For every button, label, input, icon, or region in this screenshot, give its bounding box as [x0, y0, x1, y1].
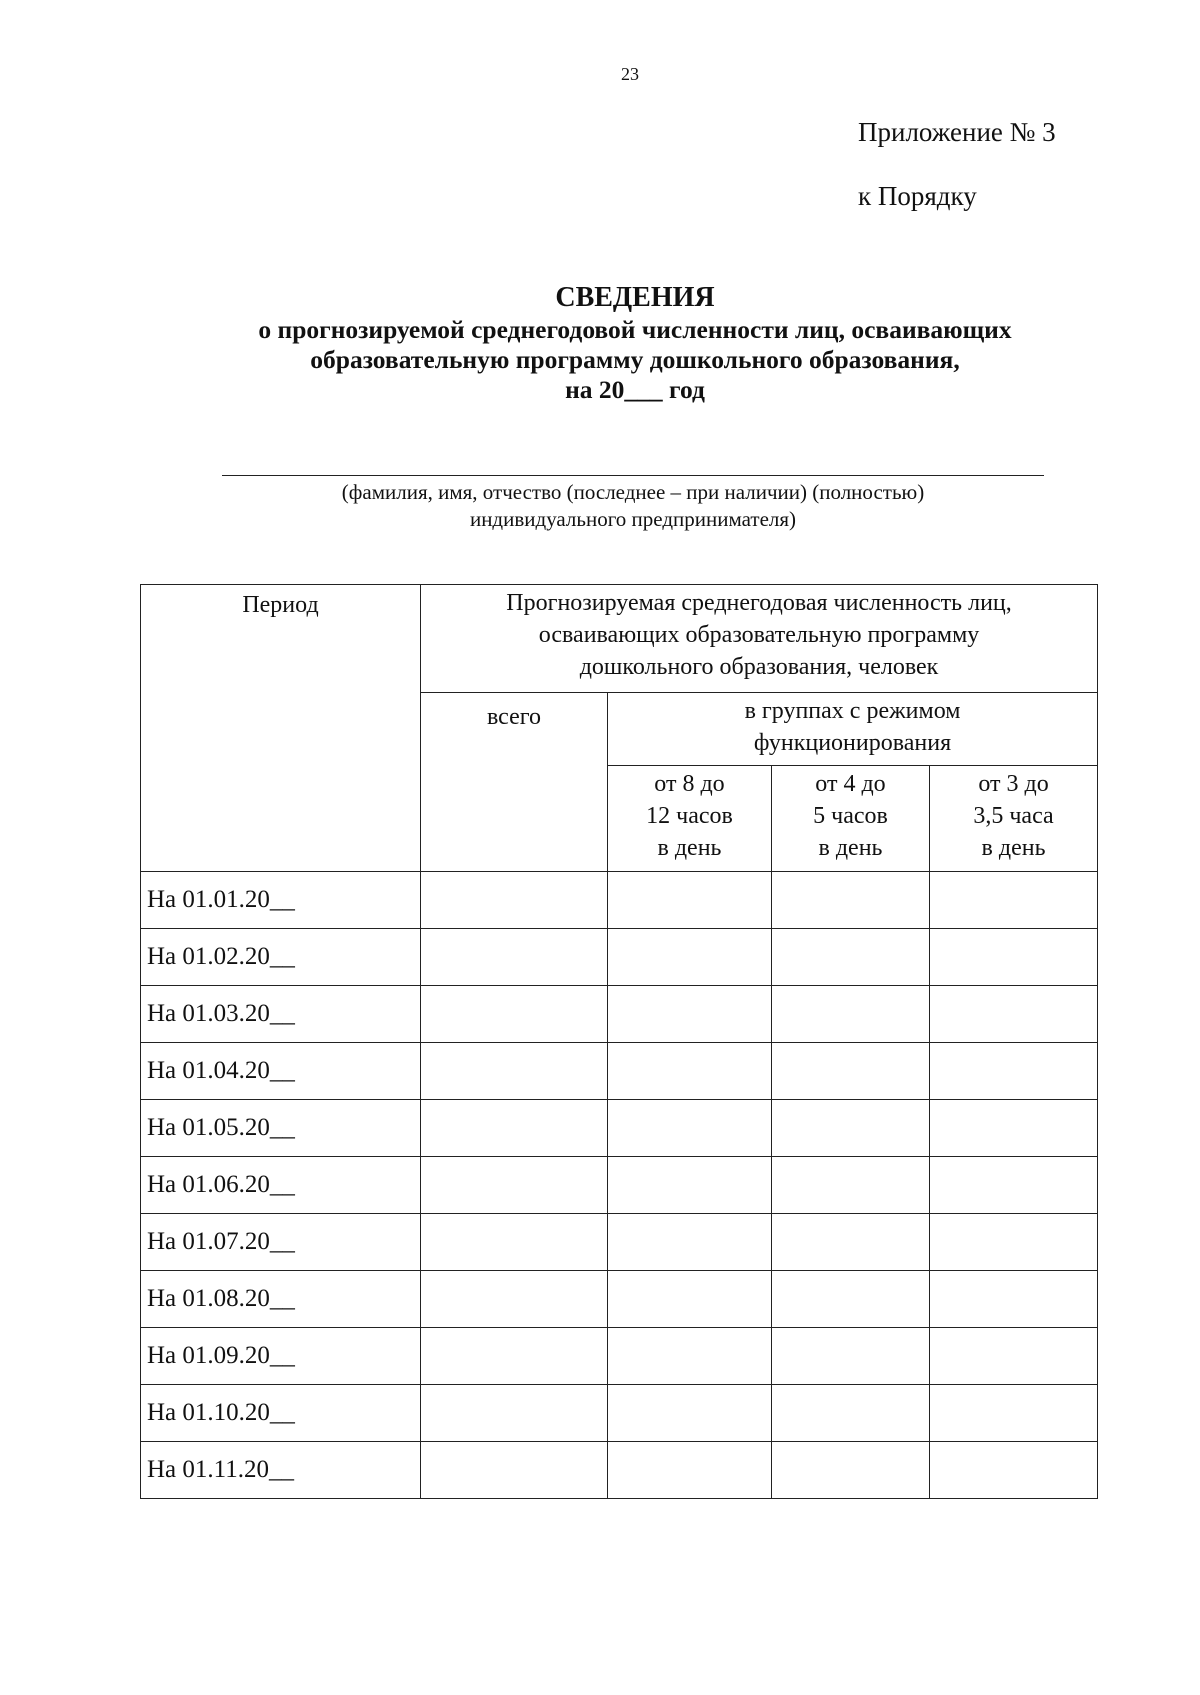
- header-mode-4-5-line-3: в день: [818, 835, 883, 861]
- cell-mode-8-12[interactable]: [608, 1100, 772, 1157]
- cell-mode-4-5[interactable]: [772, 872, 930, 929]
- row-period: На 01.07.20__: [141, 1214, 421, 1271]
- cell-mode-4-5[interactable]: [772, 929, 930, 986]
- cell-mode-3-35[interactable]: [930, 929, 1098, 986]
- header-mode-3-35-line-1: от 3 до: [978, 771, 1049, 797]
- table-row: [141, 929, 1098, 986]
- cell-mode-3-35[interactable]: [930, 1385, 1098, 1442]
- row-period: На 01.03.20__: [141, 986, 421, 1043]
- row-period: На 01.02.20__: [141, 929, 421, 986]
- cell-mode-8-12[interactable]: [608, 1442, 772, 1499]
- page-number: 23: [621, 64, 639, 84]
- name-caption-line-2: индивидуального предпринимателя): [469, 507, 797, 531]
- header-mode-8-12: [608, 766, 772, 872]
- cell-total[interactable]: [421, 872, 608, 929]
- row-period: На 01.05.20__: [141, 1100, 421, 1157]
- appendix-reference: к Порядку: [858, 181, 977, 211]
- forecast-table: [140, 584, 1098, 1499]
- cell-total[interactable]: [421, 1100, 608, 1157]
- cell-total[interactable]: [421, 1157, 608, 1214]
- header-forecast-line-2: осваивающих образовательную программу: [538, 622, 980, 648]
- table-row: [141, 1157, 1098, 1214]
- title-line-3: на 20___ год: [565, 375, 705, 404]
- header-mode-8-12-line-3: в день: [657, 835, 722, 861]
- table-row: [141, 1043, 1098, 1100]
- header-groups: [608, 693, 1098, 766]
- cell-total[interactable]: [421, 1442, 608, 1499]
- cell-total[interactable]: [421, 1271, 608, 1328]
- cell-mode-3-35[interactable]: [930, 986, 1098, 1043]
- header-mode-8-12-line-2: 12 часов: [646, 803, 733, 829]
- appendix-label: Приложение № 3: [858, 117, 1056, 147]
- row-period: На 01.01.20__: [141, 872, 421, 929]
- title-line-2: образовательную программу дошкольного образования,: [310, 345, 960, 374]
- header-mode-4-5: [772, 766, 930, 872]
- table-row: [141, 1442, 1098, 1499]
- cell-mode-4-5[interactable]: [772, 1214, 930, 1271]
- header-forecast-line-1: Прогнозируемая среднегодовая численность лиц,: [506, 590, 1012, 616]
- header-forecast-line-3: дошкольного образования, человек: [579, 654, 939, 680]
- name-caption-line-1: (фамилия, имя, отчество (последнее – при наличии) (полностью): [341, 480, 925, 504]
- cell-mode-4-5[interactable]: [772, 1385, 930, 1442]
- cell-total[interactable]: [421, 1385, 608, 1442]
- name-caption: [222, 479, 1044, 533]
- cell-mode-8-12[interactable]: [608, 1157, 772, 1214]
- header-period: Период: [141, 585, 421, 872]
- cell-mode-3-35[interactable]: [930, 1100, 1098, 1157]
- header-mode-8-12-line-1: от 8 до: [654, 771, 725, 797]
- table-row: [141, 1214, 1098, 1271]
- row-period: На 01.10.20__: [141, 1385, 421, 1442]
- cell-mode-3-35[interactable]: [930, 1043, 1098, 1100]
- cell-total[interactable]: [421, 929, 608, 986]
- cell-mode-3-35[interactable]: [930, 1157, 1098, 1214]
- table-row: [141, 1328, 1098, 1385]
- table-row: [141, 1385, 1098, 1442]
- cell-mode-3-35[interactable]: [930, 1328, 1098, 1385]
- cell-mode-8-12[interactable]: [608, 929, 772, 986]
- name-fill-line[interactable]: [222, 475, 1044, 476]
- title-main: СВЕДЕНИЯ: [555, 282, 715, 313]
- cell-mode-4-5[interactable]: [772, 986, 930, 1043]
- table-row: [141, 1271, 1098, 1328]
- cell-mode-8-12[interactable]: [608, 1271, 772, 1328]
- cell-mode-3-35[interactable]: [930, 1442, 1098, 1499]
- cell-mode-3-35[interactable]: [930, 872, 1098, 929]
- cell-mode-3-35[interactable]: [930, 1214, 1098, 1271]
- table-row: [141, 872, 1098, 929]
- header-forecast: [421, 585, 1098, 693]
- title-line-1: о прогнозируемой среднегодовой численности лиц, осваивающих: [258, 315, 1012, 344]
- cell-mode-8-12[interactable]: [608, 872, 772, 929]
- cell-mode-3-35[interactable]: [930, 1271, 1098, 1328]
- cell-mode-4-5[interactable]: [772, 1043, 930, 1100]
- table-row: [141, 1100, 1098, 1157]
- header-groups-line-2: функционирования: [753, 730, 952, 756]
- cell-mode-8-12[interactable]: [608, 986, 772, 1043]
- cell-mode-4-5[interactable]: [772, 1442, 930, 1499]
- header-mode-3-35: [930, 766, 1098, 872]
- cell-total[interactable]: [421, 1328, 608, 1385]
- cell-mode-8-12[interactable]: [608, 1214, 772, 1271]
- row-period: На 01.09.20__: [141, 1328, 421, 1385]
- cell-mode-4-5[interactable]: [772, 1100, 930, 1157]
- cell-total[interactable]: [421, 1043, 608, 1100]
- table-row: [141, 986, 1098, 1043]
- header-mode-3-35-line-3: в день: [981, 835, 1046, 861]
- row-period: На 01.04.20__: [141, 1043, 421, 1100]
- cell-mode-4-5[interactable]: [772, 1328, 930, 1385]
- header-mode-4-5-line-1: от 4 до: [815, 771, 886, 797]
- cell-mode-8-12[interactable]: [608, 1043, 772, 1100]
- header-mode-4-5-line-2: 5 часов: [813, 803, 888, 829]
- cell-mode-4-5[interactable]: [772, 1157, 930, 1214]
- cell-total[interactable]: [421, 1214, 608, 1271]
- cell-mode-4-5[interactable]: [772, 1271, 930, 1328]
- header-mode-3-35-line-2: 3,5 часа: [973, 803, 1054, 829]
- header-groups-line-1: в группах с режимом: [744, 698, 961, 724]
- header-total: всего: [421, 693, 608, 872]
- cell-mode-8-12[interactable]: [608, 1328, 772, 1385]
- row-period: На 01.06.20__: [141, 1157, 421, 1214]
- document-title: [140, 281, 1130, 405]
- cell-mode-8-12[interactable]: [608, 1385, 772, 1442]
- row-period: На 01.08.20__: [141, 1271, 421, 1328]
- row-period: На 01.11.20__: [141, 1442, 421, 1499]
- cell-total[interactable]: [421, 986, 608, 1043]
